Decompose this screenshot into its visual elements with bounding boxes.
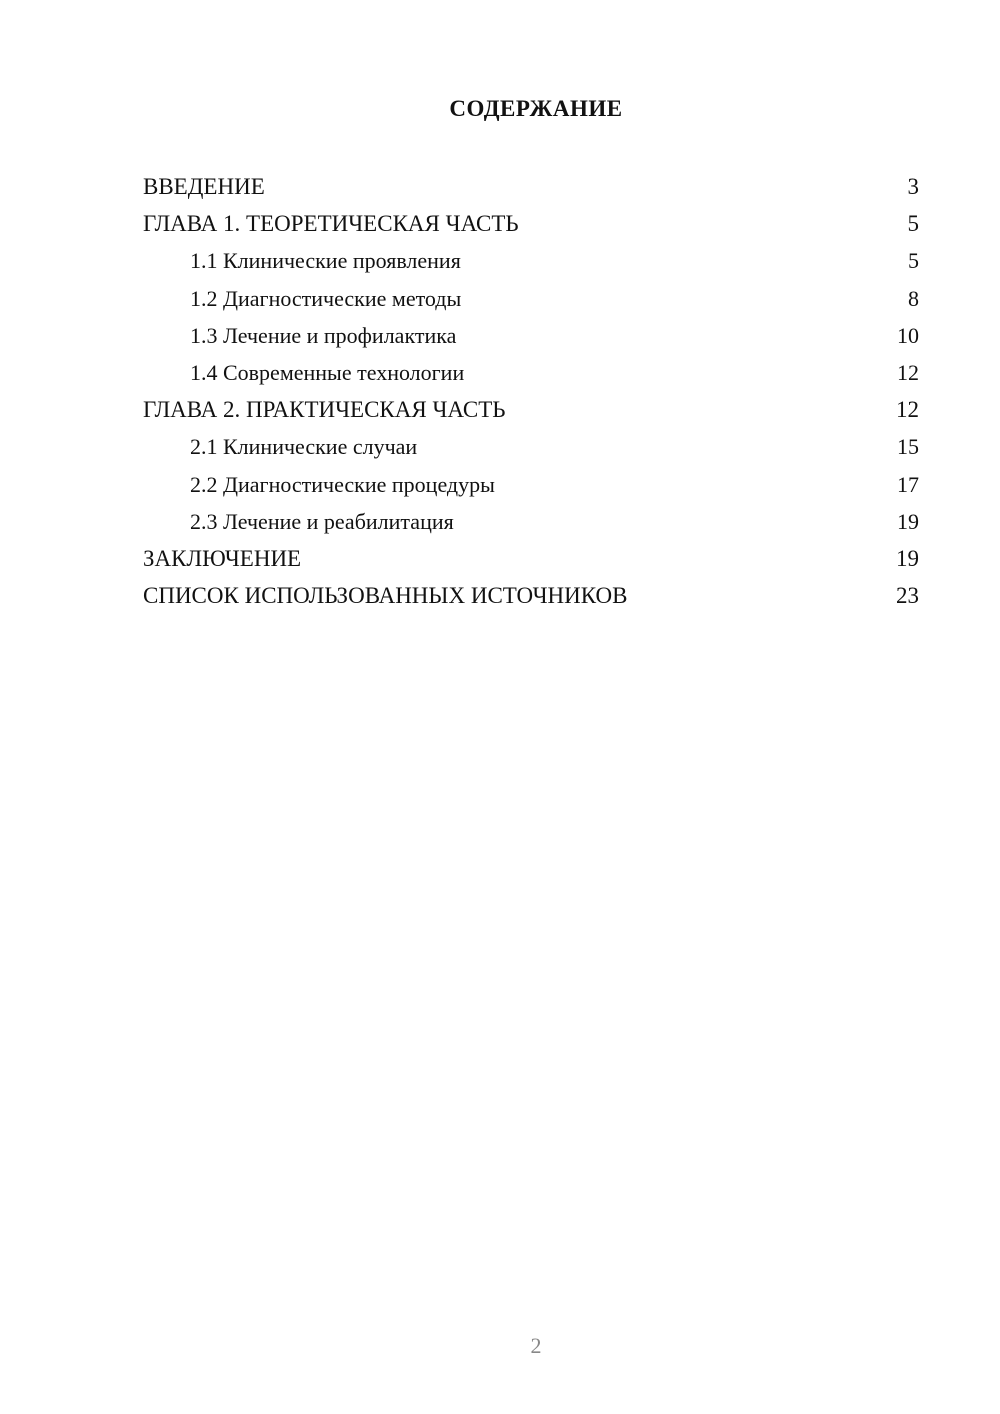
toc-entry-page: 15 — [897, 434, 919, 460]
toc-entry-introduction[interactable] — [143, 168, 919, 205]
toc-entry-page: 5 — [908, 248, 919, 274]
toc-entry-label: 1.3 Лечение и профилактика — [190, 322, 457, 348]
toc-entry-page: 12 — [897, 359, 919, 385]
toc-entry-section-2-3[interactable] — [143, 503, 919, 540]
toc-entry-label: 1.1 Клинические проявления — [190, 248, 461, 274]
toc-entry-page: 10 — [897, 322, 919, 348]
toc-entry-label: 1.4 Современные технологии — [190, 359, 465, 385]
toc-entry-page: 23 — [896, 583, 919, 609]
toc-entry-label: СПИСОК ИСПОЛЬЗОВАННЫХ ИСТОЧНИКОВ — [143, 583, 628, 609]
toc-entry-section-2-1[interactable] — [143, 428, 919, 465]
toc-entry-references[interactable] — [143, 577, 919, 614]
toc-entry-section-1-4[interactable] — [143, 354, 919, 391]
toc-entry-chapter-2[interactable] — [143, 391, 919, 428]
toc-entry-label: ГЛАВА 1. ТЕОРЕТИЧЕСКАЯ ЧАСТЬ — [143, 211, 519, 237]
toc-entry-section-1-3[interactable] — [143, 317, 919, 354]
toc-entry-conclusion[interactable] — [143, 540, 919, 577]
toc-entry-label: ЗАКЛЮЧЕНИЕ — [143, 545, 302, 571]
toc-title: СОДЕРЖАНИЕ — [449, 96, 623, 121]
toc-entry-section-1-1[interactable] — [143, 242, 919, 279]
toc-entry-label: 2.1 Клинические случаи — [190, 434, 418, 460]
toc-entry-label: ГЛАВА 2. ПРАКТИЧЕСКАЯ ЧАСТЬ — [143, 397, 506, 423]
page-number: 2 — [530, 1333, 542, 1358]
toc-entry-chapter-1[interactable] — [143, 205, 919, 242]
toc-entry-page: 5 — [907, 211, 919, 237]
toc-entry-label: 2.2 Диагностические процедуры — [190, 471, 495, 497]
toc-entry-label: 2.3 Лечение и реабилитация — [190, 508, 454, 534]
toc-entry-label: ВВЕДЕНИЕ — [143, 174, 265, 199]
toc-entry-section-1-2[interactable] — [143, 280, 919, 317]
toc-entry-page: 19 — [897, 508, 919, 534]
toc-entry-page: 19 — [896, 545, 919, 571]
toc-entry-section-2-2[interactable] — [143, 466, 919, 503]
toc-entry-page: 17 — [897, 471, 919, 497]
toc-entry-label: 1.2 Диагностические методы — [190, 285, 462, 311]
table-of-contents — [143, 168, 919, 614]
toc-entry-page: 3 — [907, 174, 919, 199]
toc-entry-page: 12 — [896, 397, 919, 423]
toc-entry-page: 8 — [908, 285, 919, 311]
